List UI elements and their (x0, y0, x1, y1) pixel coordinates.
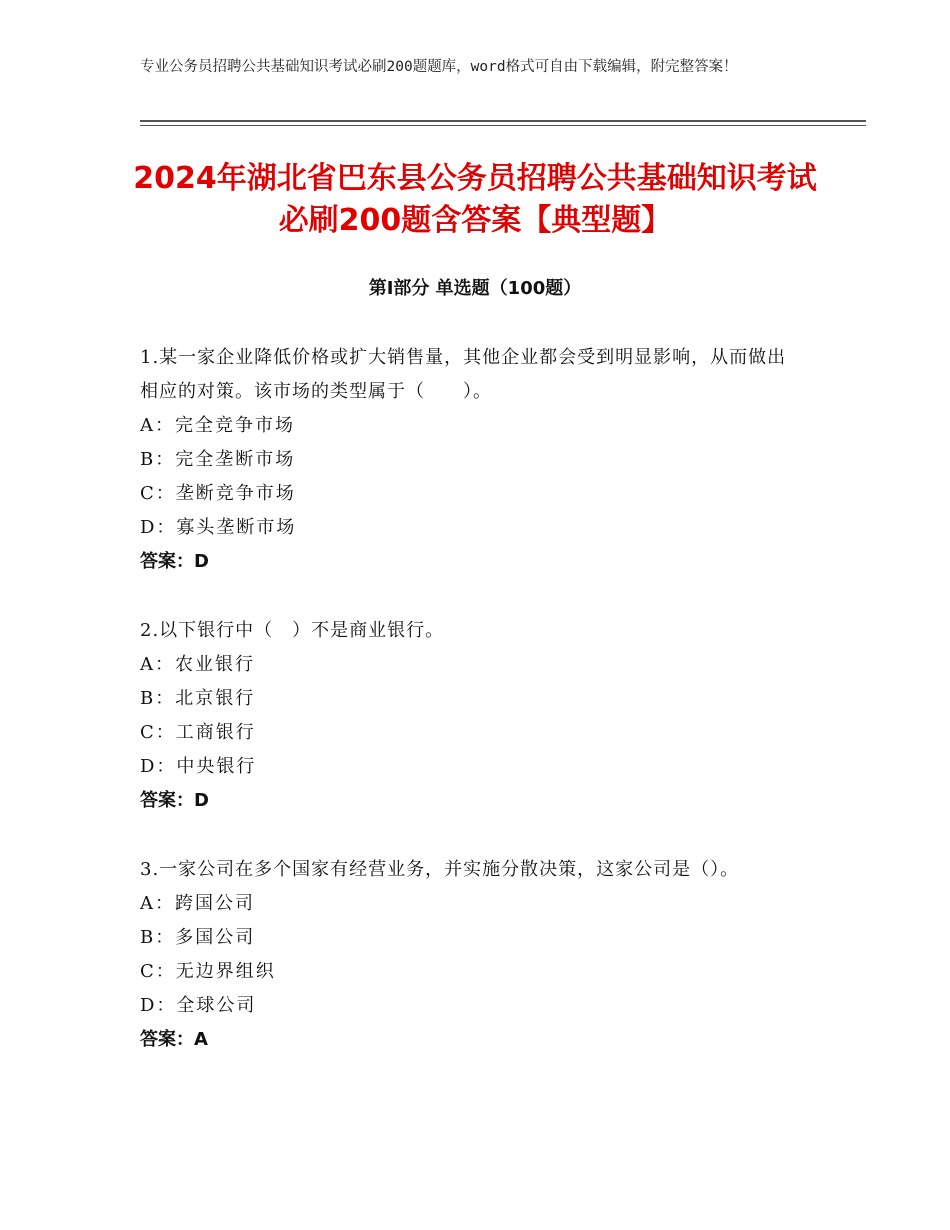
answer: 答案：D (140, 551, 209, 572)
option-a: A：完全竞争市场 (140, 415, 295, 436)
answer: 答案：D (140, 790, 209, 811)
question-1 (140, 341, 800, 579)
option-b: B：完全垄断市场 (140, 449, 296, 470)
option-d: D：全球公司 (140, 995, 257, 1016)
option-c: C：工商银行 (140, 722, 256, 743)
answer: 答案：A (140, 1029, 208, 1050)
option-c: C：无边界组织 (140, 961, 276, 982)
option-c: C：垄断竞争市场 (140, 483, 296, 504)
option-d: D：中央银行 (140, 756, 257, 777)
question-stem: 2.以下银行中（ ）不是商业银行。 (140, 620, 445, 641)
question-2 (140, 614, 800, 818)
question-3 (140, 853, 800, 1057)
question-stem: 3.一家公司在多个国家有经营业务，并实施分散决策，这家公司是（）。 (140, 859, 740, 880)
question-stem: 1.某一家企业降低价格或扩大销售量，其他企业都会受到明显影响，从而做出相应的对策。该市场的类型属于（ ）。 (140, 347, 787, 402)
option-a: A：农业银行 (140, 654, 255, 675)
header-note: 专业公务员招聘公共基础知识考试必刷200题题库，word格式可自由下载编辑，附完整答案！ (140, 59, 738, 75)
document-title: 2024年湖北省巴东县公务员招聘公共基础知识考试必刷200题含答案【典型题】 (133, 161, 817, 238)
option-b: B：多国公司 (140, 927, 256, 948)
option-d: D：寡头垄断市场 (140, 517, 297, 538)
header-rule-thin (140, 125, 866, 126)
header-rule-thick (140, 120, 866, 122)
section-title: 第Ⅰ部分 单选题（100题） (368, 278, 582, 299)
option-a: A：跨国公司 (140, 893, 255, 914)
option-b: B：北京银行 (140, 688, 256, 709)
